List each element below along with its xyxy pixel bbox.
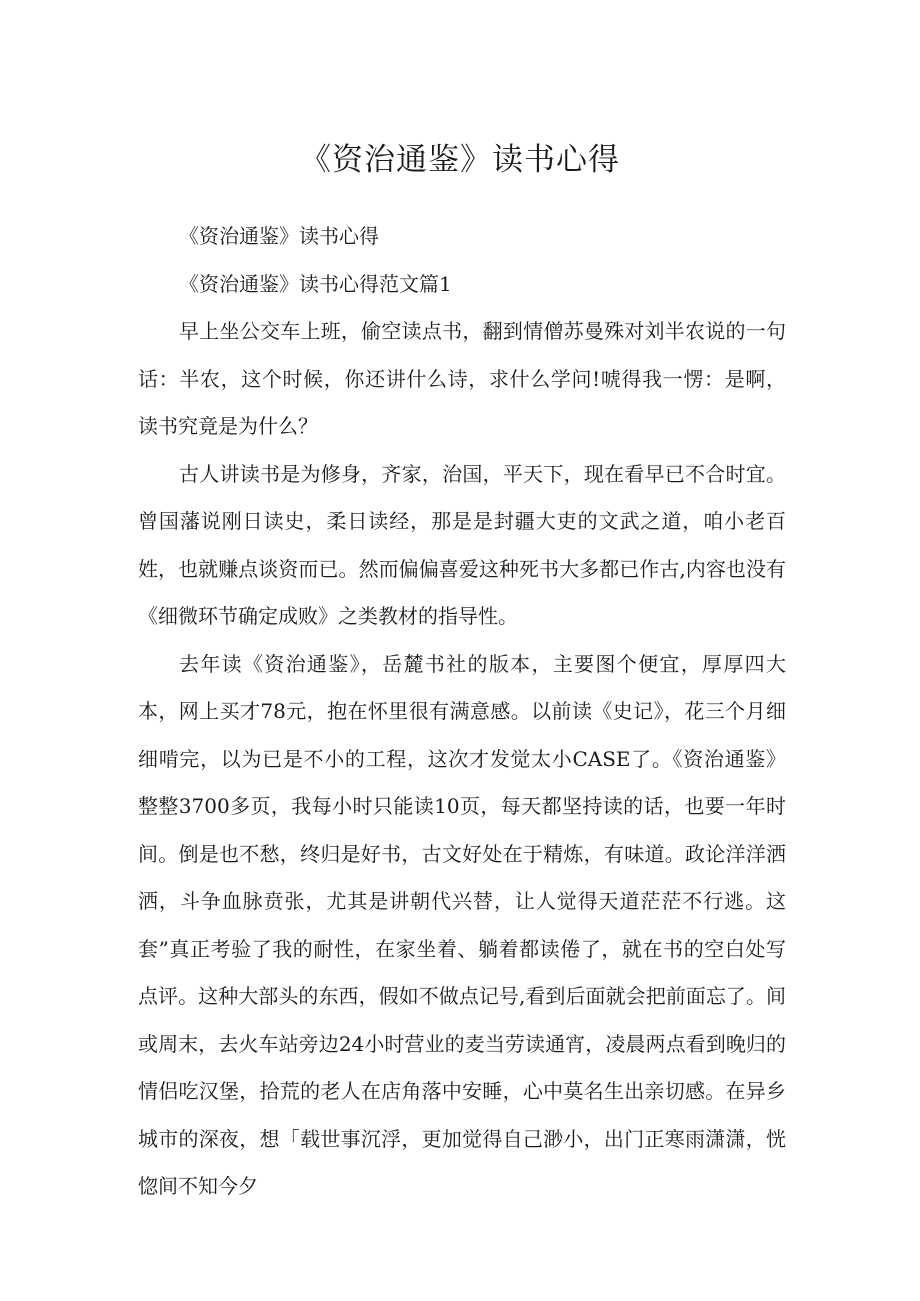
paragraph: 早上坐公交车上班，偷空读点书，翻到情僧苏曼殊对刘半农说的一句话：半农，这个时候，你还讲什么诗，求什么学问!唬得我一愣：是啊，读书究竟是为什么？ <box>138 319 786 438</box>
document-body <box>138 213 786 1211</box>
paragraph-subtitle: 《资治通鉴》读书心得 <box>179 224 379 248</box>
paragraph: 去年读《资治通鉴》，岳麓书社的版本，主要图个便宜，厚厚四大本，网上买才78元，抱在怀里很有满意感。以前读《史记》，花三个月细细啃完，以为已是不小的工程，这次才发觉太小CASE了。《资治通鉴》整整3700多页，我每小时只能读10页，每天都坚持读的话，也要一年时间。倒是也不愁，终归是好书，古文好处在于精炼，有味道。政论洋洋洒洒，斗争血脉贲张，尤其是讲朝代兴替，让人觉得天道茫茫不行逃。这套”真正考验了我的耐性，在家坐着、躺着都读倦了，就在书的空白处写点评。这种大部头的东西，假如不做点记号,看到后面就会把前面忘了。间或周末，去火车站旁边24小时营业的麦当劳读通宵，凌晨两点看到晚归的情侣吃汉堡，拾荒的老人在店角落中安睡，心中莫名生出亲切感。在异乡城市的深夜，想「载世事沉浮，更加觉得自己渺小，出门正寒雨潇潇，恍惚间不知今夕 <box>138 651 786 1198</box>
document-title: 《资治通鉴》读书心得 <box>300 142 620 178</box>
paragraph: 古人讲读书是为修身，齐家，治国，平天下，现在看早已不合时宜。曾国藩说刚日读史，柔日读经，那是是封疆大吏的文武之道，咱小老百姓，也就赚点谈资而已。然而偏偏喜爱这种死书大多都已作古,内容也没有《细微环节确定成败》之类教材的指导性。 <box>138 461 786 628</box>
paragraph-section-heading: 《资治通鉴》读书心得范文篇1 <box>179 271 452 296</box>
